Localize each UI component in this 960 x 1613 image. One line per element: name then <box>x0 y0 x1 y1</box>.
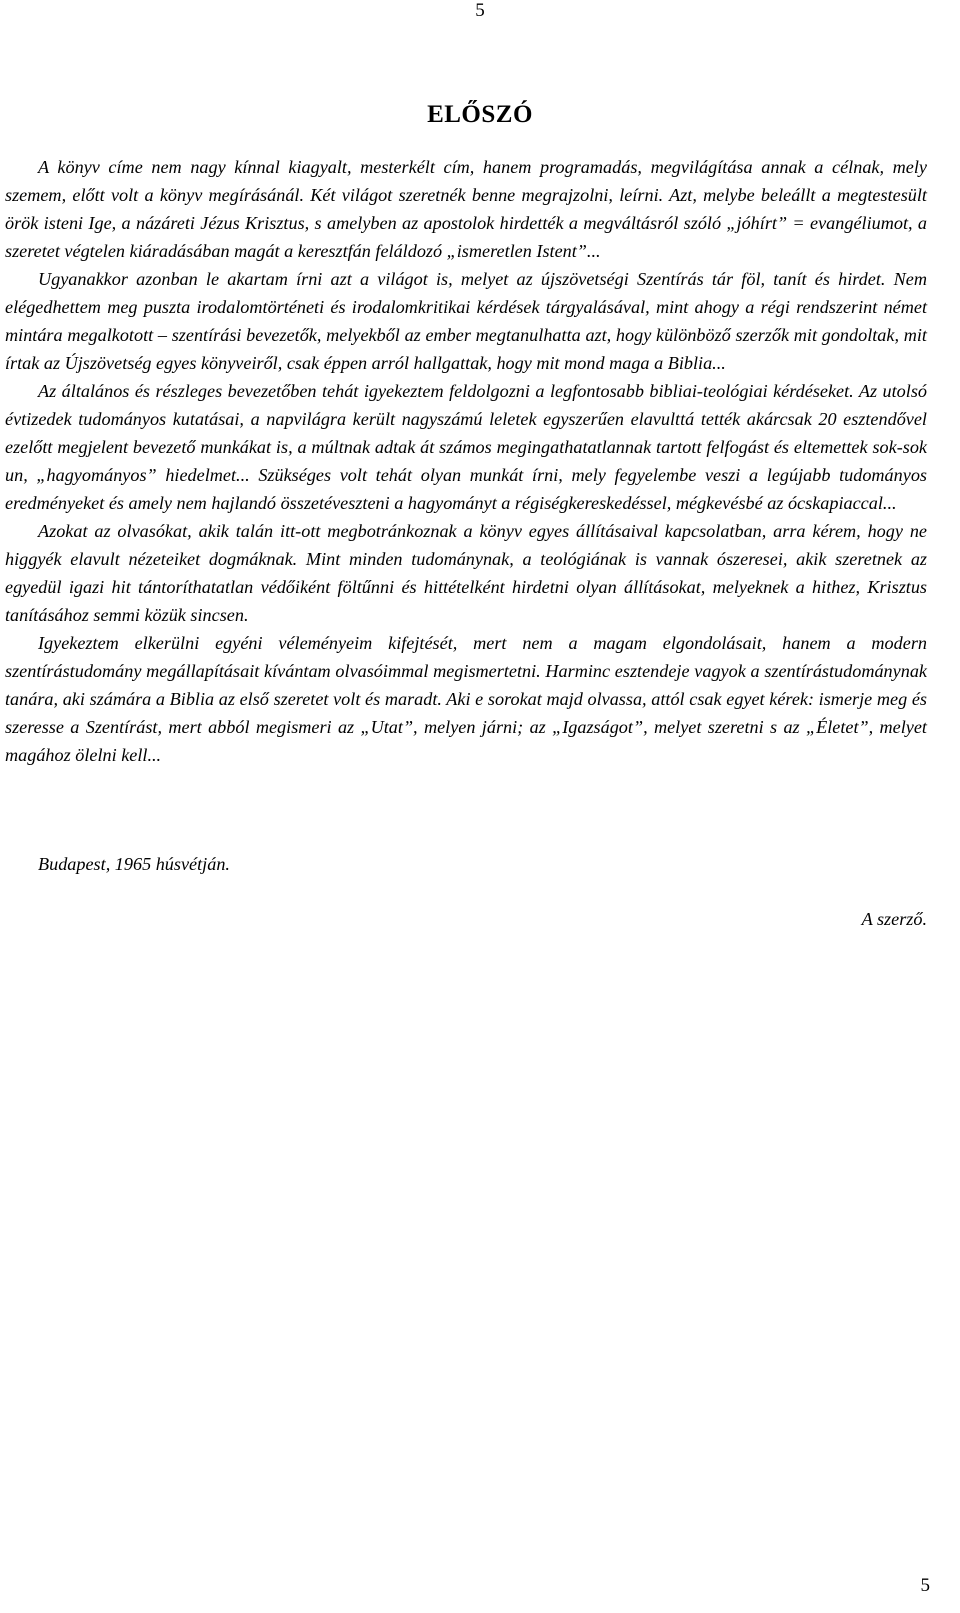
page-title: ELŐSZÓ <box>427 101 533 128</box>
page-number-top: 5 <box>475 0 485 21</box>
body-text <box>5 153 927 769</box>
paragraph-1: A könyv címe nem nagy kínnal kiagyalt, mesterkélt cím, hanem programadás, megvilágítása annak a célnak, mely szemem, előtt volt a könyv megírásánál. Két világot szeretnék benne megrajzolni, leírni. Azt, melybe beleállt a megtestesült örök isteni Ige, a názáreti Jézus Krisztus, s amelyben az apostolok hirdették a megváltásról szóló „jóhírt” = evangéliumot, a szeretet végtelen kiáradásában magát a keresztfán feláldozó „ismeretlen Istent”... <box>5 157 927 261</box>
paragraph-5: Igyekeztem elkerülni egyéni véleményeim kifejtését, mert nem a magam elgondolásait, hanem a modern szentírástudomány megállapításait kívántam olvasóimmal megismertetni. Harminc esztendeje vagyok a szentírástudománynak tanára, aki számára a Biblia az első szeretet volt és maradt. Aki e sorokat majd olvassa, attól csak egyet kérek: ismerje meg és szeresse a Szentírást, mert abból megismeri az „Utat”, melyen járni; az „Igazságot”, melyet szeretni s az „Életet”, melyet magához ölelni kell... <box>5 633 927 765</box>
paragraph-2: Ugyanakkor azonban le akartam írni azt a világot is, melyet az újszövetségi Szentírás tár föl, tanít és hirdet. Nem elégedhettem meg puszta irodalomtörténeti és irodalomkritikai kérdések tárgyalásával, mint ahogy a régi rendszerint német mintára megalkotott – szentírási bevezetők, melyekből az ember megtanulhatta azt, hogy különböző szerzők mit gondoltak, mit írtak az Újszövetség egyes könyveiről, csak éppen arról hallgattak, hogy mit mond maga a Biblia... <box>5 269 927 373</box>
signature: A szerző. <box>861 909 927 929</box>
paragraph-4: Azokat az olvasókat, akik talán itt-ott megbotránkoznak a könyv egyes állításaival kapcsolatban, arra kérem, hogy ne higgyék elavult nézeteiket dogmáknak. Mint minden tudománynak, a teológiának is vannak ószeresei, akik szeretnek az egyedül igazi hit tántoríthatatlan védőiként föltűnni és hittételként hirdetni olyan állításokat, melyeknek a hithez, Krisztus tanításához semmi közük sincsen. <box>5 521 927 625</box>
page-number-bottom: 5 <box>920 1575 930 1596</box>
date-line: Budapest, 1965 húsvétján. <box>38 854 230 874</box>
paragraph-3: Az általános és részleges bevezetőben tehát igyekeztem feldolgozni a legfontosabb bibliai-teológiai kérdéseket. Az utolsó évtizedek tudományos kutatásai, a napvilágra került nagyszámú leletek egyszerűen elavulttá tették akárcsak 20 esztendővel ezelőtt megjelent bevezető munkákat is, a múltnak adtak át számos megingathatatlannak tartott felfogást és eltemettek sok-sok un, „hagyományos” hiedelmet... Szükséges volt tehát olyan munkát írni, mely fegyelembe veszi a legújabb tudományos eredményeket és amely nem hajlandó összetéveszteni a hagyományt a régiségkereskedéssel, mégkevésbé az ócskapiaccal... <box>5 381 927 513</box>
